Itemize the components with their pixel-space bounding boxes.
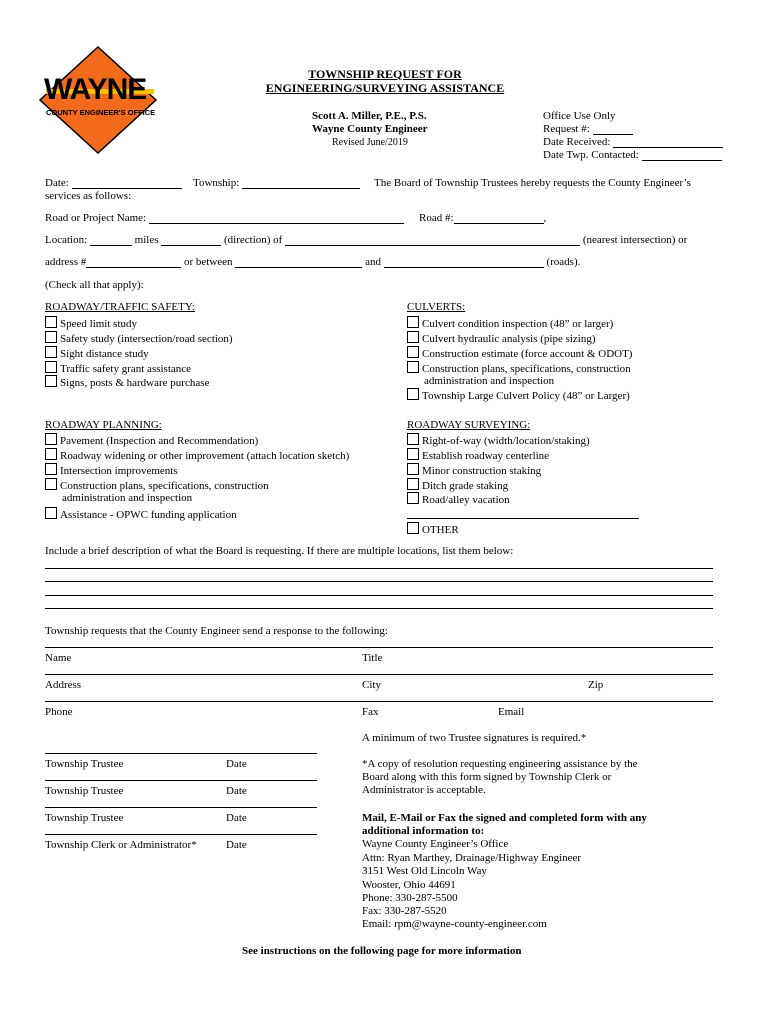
- location-label: Location:: [45, 234, 88, 246]
- mail-street: 3151 West Old Lincoln Way: [362, 865, 487, 877]
- mail-city: Wooster, Ohio 44691: [362, 879, 456, 891]
- engineer-name: Scott A. Miller, P.E., P.S.: [312, 110, 427, 122]
- checkbox[interactable]: [45, 433, 57, 445]
- roadway-planning-item-0[interactable]: [45, 433, 258, 447]
- item-label: Culvert condition inspection (48” or larger): [422, 318, 614, 330]
- form-title-line1: TOWNSHIP REQUEST FOR: [308, 67, 462, 81]
- mail-email[interactable]: Email: rpm@wayne-county-engineer.com: [362, 918, 547, 930]
- item-label: Intersection improvements: [60, 465, 178, 477]
- signature-date-1: Date: [226, 758, 247, 770]
- name-field[interactable]: [45, 652, 71, 664]
- name-label: Name: [45, 652, 72, 664]
- roadway-surveying-item-2[interactable]: [407, 463, 541, 477]
- roadway-safety-item-2[interactable]: [45, 346, 149, 360]
- or-between-label: or between: [184, 256, 233, 268]
- other-label: OTHER: [422, 524, 459, 536]
- mail-heading-1: Mail, E-Mail or Fax the signed and completed form with any: [362, 812, 647, 824]
- culverts-item-2[interactable]: [407, 346, 632, 360]
- culverts-item-0[interactable]: [407, 316, 613, 330]
- checkbox[interactable]: [407, 448, 419, 460]
- township-label: Township:: [193, 177, 240, 189]
- roadway-safety-item-1[interactable]: [45, 331, 233, 345]
- item-label: Construction plans, specifications, construction: [422, 363, 631, 375]
- roads-label: (roads).: [546, 256, 581, 268]
- roadway-safety-item-0[interactable]: [45, 316, 137, 330]
- checkbox[interactable]: [407, 522, 419, 534]
- checkbox[interactable]: [45, 361, 57, 373]
- response-prompt: Township requests that the County Engineer send a response to the following:: [45, 625, 388, 637]
- road-name-label: Road or Project Name:: [45, 212, 147, 224]
- roadway-planning-item-1[interactable]: [45, 448, 349, 462]
- signature-line-3[interactable]: [45, 807, 317, 808]
- checkbox[interactable]: [45, 346, 57, 358]
- culverts-item-3[interactable]: [407, 361, 631, 375]
- location-row[interactable]: [45, 234, 687, 246]
- culverts-heading: CULVERTS:: [407, 301, 466, 313]
- item-label: Township Large Culvert Policy (48” or Larger): [422, 390, 630, 402]
- roadway-planning-item-3-continuation: administration and inspection: [62, 492, 193, 504]
- resolution-note-3: Administrator is acceptable.: [362, 784, 486, 796]
- checkbox[interactable]: [407, 433, 419, 445]
- road-number-comma: ,: [543, 212, 547, 224]
- signature-date-3: Date: [226, 812, 247, 824]
- checkbox[interactable]: [407, 388, 419, 400]
- item-label: Roadway widening or other improvement (attach location sketch): [60, 450, 350, 462]
- checkbox[interactable]: [407, 346, 419, 358]
- other-text-line[interactable]: [407, 518, 639, 519]
- check-all-label: (Check all that apply):: [45, 279, 144, 291]
- address-field[interactable]: [45, 679, 81, 691]
- item-label: Right-of-way (width/location/staking): [422, 435, 590, 447]
- roadway-safety-item-3[interactable]: [45, 361, 191, 375]
- signature-role: Township Clerk or Administrator*: [45, 839, 197, 851]
- item-label: Traffic safety grant assistance: [60, 363, 192, 375]
- township-field[interactable]: [193, 177, 360, 189]
- city-label: City: [362, 679, 381, 691]
- item-label: Safety study (intersection/road section): [60, 333, 233, 345]
- zip-label: Zip: [588, 679, 604, 691]
- minimum-signatures-note: A minimum of two Trustee signatures is required.*: [362, 732, 587, 744]
- description-prompt: Include a brief description of what the Board is requesting. If there are multiple locations, list them below:: [45, 545, 514, 557]
- date-received-label: Date Received:: [543, 136, 611, 148]
- response-line-1: [45, 647, 713, 648]
- signature-row-2: [45, 785, 123, 797]
- resolution-note-1: *A copy of resolution requesting engineering assistance by the: [362, 758, 638, 770]
- date-received-field[interactable]: [543, 136, 723, 148]
- address-label: Address: [45, 679, 82, 691]
- mail-heading-2: additional information to:: [362, 825, 485, 837]
- direction-label: (direction) of: [224, 234, 283, 246]
- revised-date: Revised June/2019: [332, 137, 408, 148]
- roadway-surveying-item-4[interactable]: [407, 492, 510, 506]
- checkbox[interactable]: [45, 375, 57, 387]
- response-line-2: [45, 674, 713, 675]
- miles-label: miles: [134, 234, 159, 246]
- footer-instructions: See instructions on the following page for more information: [242, 945, 522, 957]
- office-use-heading: Office Use Only: [543, 110, 616, 122]
- checkbox[interactable]: [407, 492, 419, 504]
- title-label: Title: [362, 652, 383, 664]
- description-line-3[interactable]: [45, 595, 713, 596]
- culverts-item-3-continuation: administration and inspection: [424, 375, 555, 387]
- signature-role: Township Trustee: [45, 812, 124, 824]
- other-item[interactable]: [407, 522, 459, 536]
- checkbox[interactable]: [45, 316, 57, 328]
- nearest-intersection-label: (nearest intersection) or: [582, 234, 688, 246]
- roadway-surveying-item-3[interactable]: [407, 478, 508, 492]
- resolution-note-2: Board along with this form signed by Township Clerk or: [362, 771, 612, 783]
- culverts-item-1[interactable]: [407, 331, 596, 345]
- signature-row-3: [45, 812, 123, 824]
- checkbox[interactable]: [407, 316, 419, 328]
- request-number-field[interactable]: [543, 123, 633, 135]
- roadway-surveying-item-0[interactable]: [407, 433, 590, 447]
- item-label: Construction estimate (force account & ODOT): [422, 348, 633, 360]
- signature-row-1: [45, 758, 123, 770]
- fax-field[interactable]: [362, 706, 379, 718]
- road-number-field[interactable]: [419, 212, 546, 224]
- board-request-text: The Board of Township Trustees hereby requests the County Engineer’s: [374, 177, 691, 189]
- description-line-4[interactable]: [45, 608, 713, 609]
- checkbox[interactable]: [407, 361, 419, 373]
- road-name-field[interactable]: [45, 212, 404, 224]
- address-row[interactable]: [45, 256, 580, 268]
- item-label: Road/alley vacation: [422, 494, 510, 506]
- date-field[interactable]: [45, 177, 182, 189]
- roadway-planning-item-2[interactable]: [45, 463, 178, 477]
- email-label: Email: [498, 706, 525, 718]
- signature-line-4[interactable]: [45, 834, 317, 835]
- signature-line-2[interactable]: [45, 780, 317, 781]
- roadway-surveying-heading: ROADWAY SURVEYING:: [407, 419, 531, 431]
- roadway-planning-item-3[interactable]: [45, 478, 269, 492]
- description-line-1[interactable]: [45, 568, 713, 569]
- mail-attn: Attn: Ryan Marthey, Drainage/Highway Engineer: [362, 852, 582, 864]
- item-label: Signs, posts & hardware purchase: [60, 377, 210, 389]
- item-label: Speed limit study: [60, 318, 137, 330]
- and-label: and: [365, 256, 381, 268]
- checkbox[interactable]: [45, 331, 57, 343]
- checkbox[interactable]: [45, 507, 57, 519]
- address-number-label: address #: [45, 256, 87, 268]
- item-label: Pavement (Inspection and Recommendation): [60, 435, 259, 447]
- engineer-title: Wayne County Engineer: [312, 123, 428, 135]
- mail-phone: Phone: 330-287-5500: [362, 892, 458, 904]
- checkbox[interactable]: [45, 463, 57, 475]
- date-label: Date:: [45, 177, 69, 189]
- roadway-safety-heading: ROADWAY/TRAFFIC SAFETY:: [45, 301, 195, 313]
- checkbox[interactable]: [45, 448, 57, 460]
- roadway-safety-item-4[interactable]: [45, 375, 209, 389]
- description-line-2[interactable]: [45, 581, 713, 582]
- item-label: Minor construction staking: [422, 465, 542, 477]
- date-contacted-label: Date Twp. Contacted:: [543, 149, 639, 161]
- signature-line-1[interactable]: [45, 753, 317, 754]
- zip-field[interactable]: [588, 679, 603, 691]
- item-label: Establish roadway centerline: [422, 450, 550, 462]
- county-engineer-logo: [38, 45, 158, 155]
- response-line-3: [45, 701, 713, 702]
- title-field[interactable]: [362, 652, 382, 664]
- road-number-label: Road #:: [419, 212, 454, 224]
- item-label: Ditch grade staking: [422, 480, 509, 492]
- item-label: Assistance - OPWC funding application: [60, 509, 237, 521]
- request-number-label: Request #:: [543, 123, 590, 135]
- logo-brand-word: WAYNE: [44, 73, 147, 106]
- date-contacted-field[interactable]: [543, 149, 722, 161]
- item-label: Sight distance study: [60, 348, 149, 360]
- checkbox[interactable]: [45, 478, 57, 490]
- signature-row-4: [45, 839, 197, 851]
- logo-subtitle: COUNTY ENGINEER'S OFFICE: [46, 108, 156, 117]
- roadway-planning-heading: ROADWAY PLANNING:: [45, 419, 162, 431]
- checkbox[interactable]: [407, 463, 419, 475]
- checkbox[interactable]: [407, 331, 419, 343]
- item-label: Culvert hydraulic analysis (pipe sizing): [422, 333, 596, 345]
- phone-field[interactable]: [45, 706, 73, 718]
- mail-fax: Fax: 330-287-5520: [362, 905, 447, 917]
- roadway-surveying-item-1[interactable]: [407, 448, 549, 462]
- mail-office: Wayne County Engineer’s Office: [362, 838, 509, 850]
- phone-label: Phone: [45, 706, 73, 718]
- signature-role: Township Trustee: [45, 785, 124, 797]
- form-title-line2: ENGINEERING/SURVEYING ASSISTANCE: [265, 81, 505, 95]
- item-label: Construction plans, specifications, construction: [60, 480, 269, 492]
- signature-date-2: Date: [226, 785, 247, 797]
- signature-date-4: Date: [226, 839, 247, 851]
- fax-label: Fax: [362, 706, 379, 718]
- city-field[interactable]: [362, 679, 381, 691]
- culverts-item-4[interactable]: [407, 388, 630, 402]
- services-text: services as follows:: [45, 190, 132, 202]
- roadway-planning-item-4[interactable]: [45, 507, 237, 521]
- signature-role: Township Trustee: [45, 758, 124, 770]
- email-field[interactable]: [498, 706, 524, 718]
- checkbox[interactable]: [407, 478, 419, 490]
